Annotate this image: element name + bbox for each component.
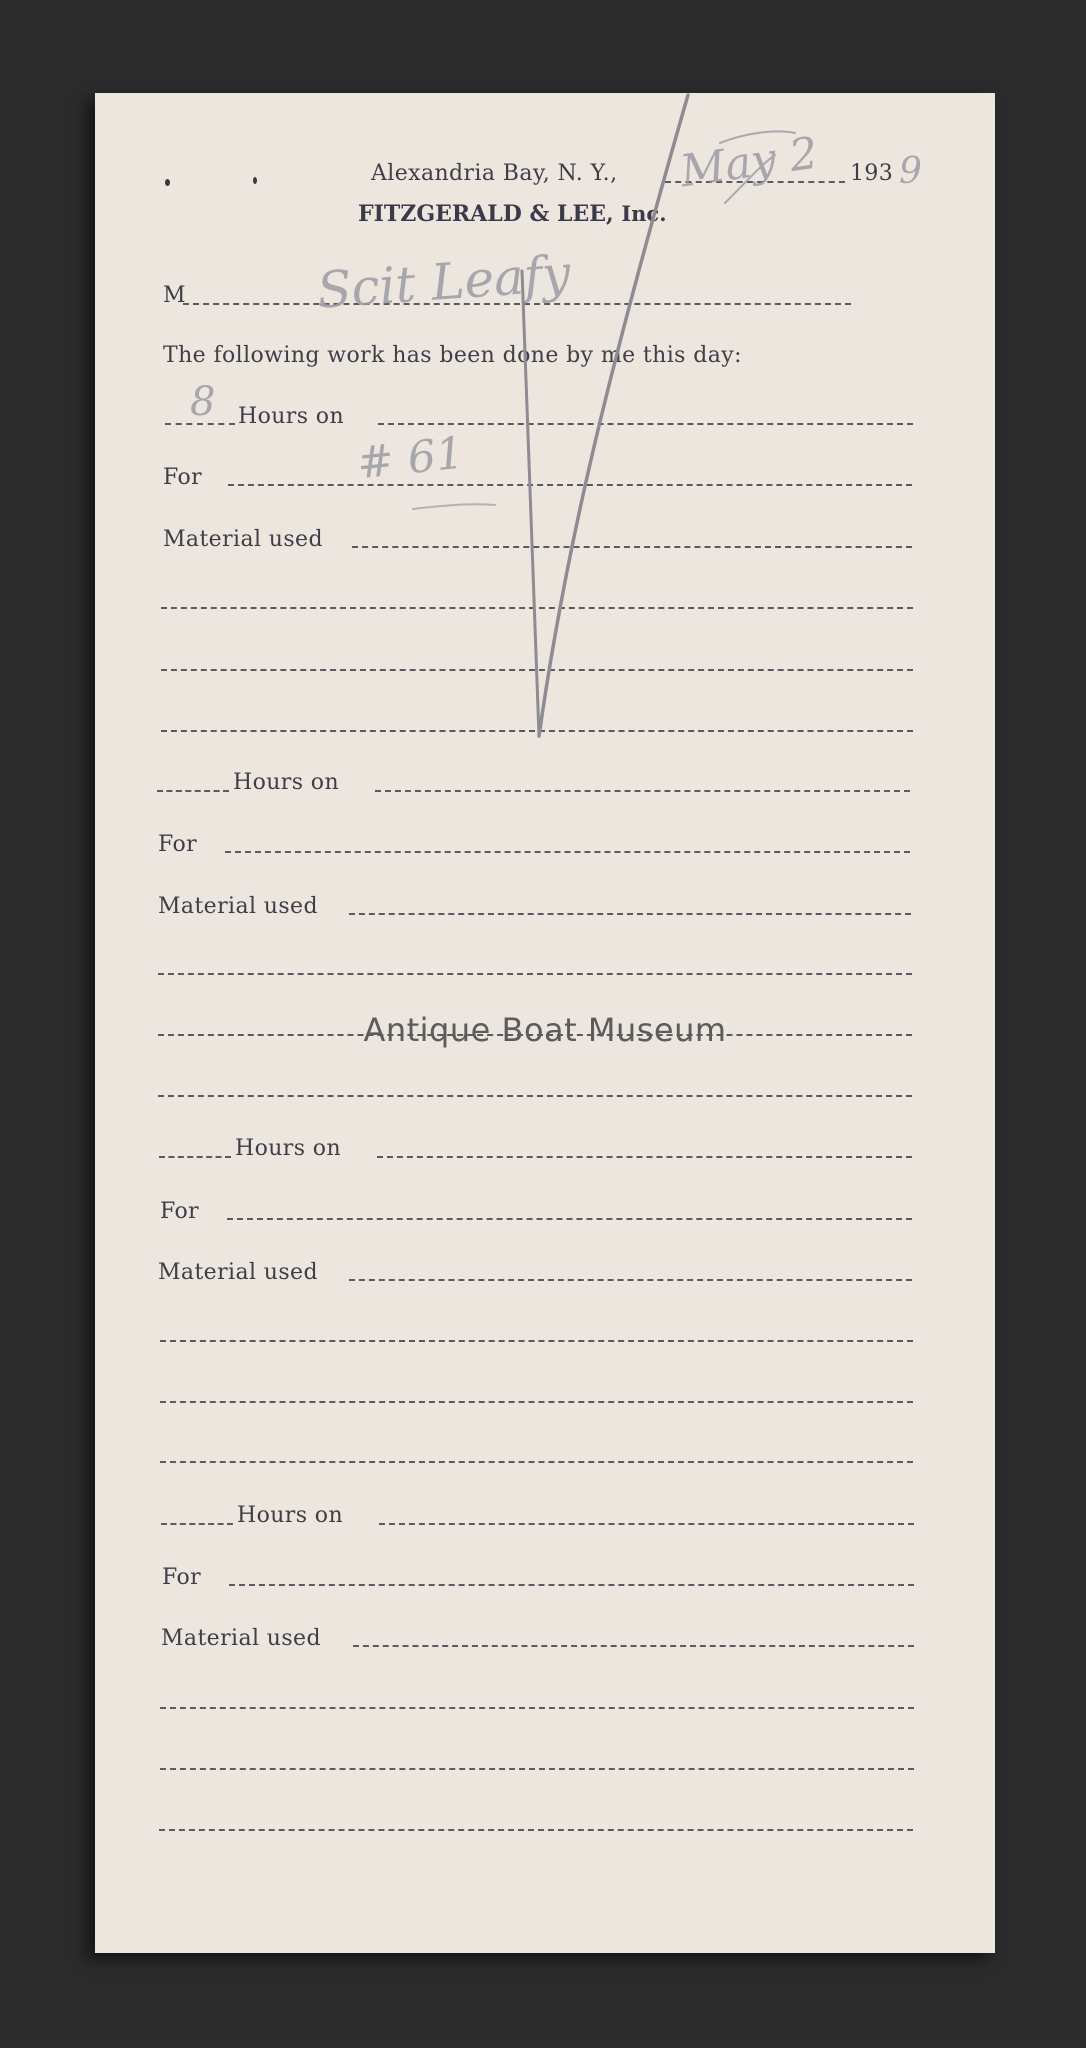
material-used-label: Material used <box>163 527 323 552</box>
company-suffix: Inc. <box>621 201 667 226</box>
material-used-label: Material used <box>158 1260 318 1285</box>
for-label: For <box>160 1199 200 1224</box>
handwritten-date: May 2 <box>677 127 822 198</box>
material-used-label: Material used <box>158 894 318 919</box>
museum-watermark: Antique Boat Museum <box>363 1011 727 1049</box>
for-label: For <box>163 465 203 490</box>
handwritten-job-number: # 61 <box>354 427 467 490</box>
hours-on-label: Hours on <box>238 404 345 429</box>
handwritten-name: Scit Leafy <box>315 244 573 320</box>
material-used-label: Material used <box>161 1626 321 1651</box>
intro-text: The following work has been done by me this day: <box>163 343 742 368</box>
hours-on-label: Hours on <box>237 1503 344 1528</box>
work-slip-paper <box>95 93 995 1953</box>
year-prefix: 193 <box>850 161 894 186</box>
handwritten-year-digit: 9 <box>899 151 922 192</box>
for-label: For <box>162 1565 202 1590</box>
hours-on-label: Hours on <box>235 1136 342 1161</box>
hours-on-label: Hours on <box>233 770 340 795</box>
for-label: For <box>158 832 198 857</box>
location-line: Alexandria Bay, N. Y., <box>371 161 618 186</box>
company-name-text: FITZGERALD & LEE, <box>358 201 614 227</box>
handwritten-hours: 8 <box>190 379 216 425</box>
recipient-label: M <box>163 283 186 308</box>
